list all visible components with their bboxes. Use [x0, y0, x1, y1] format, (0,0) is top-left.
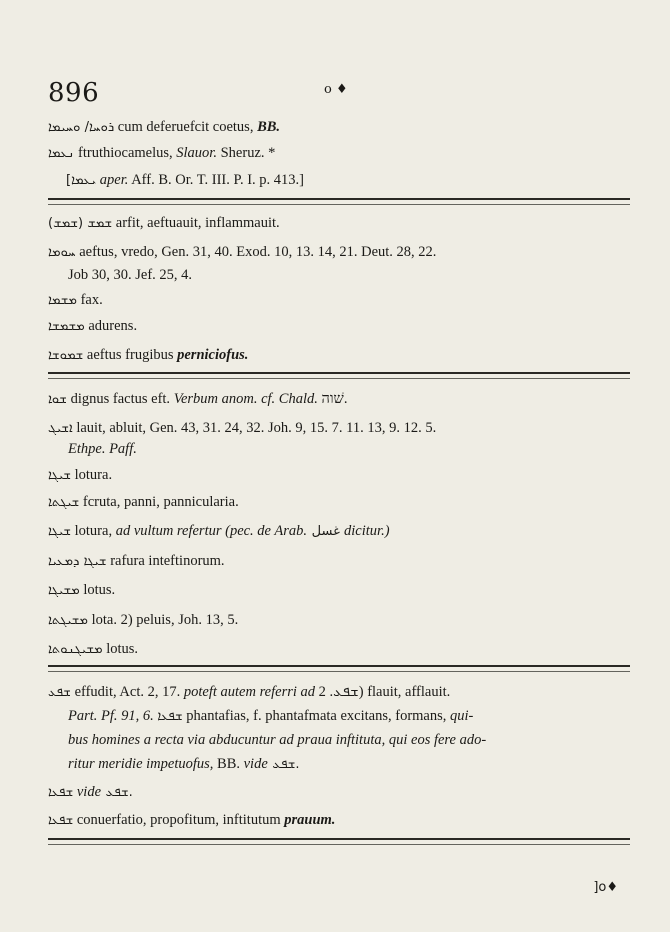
entry-line: ܡܫܝܓܢܘܬܐ lotus.: [48, 641, 139, 657]
syriac-term: ܫܡܘܫܐ: [48, 348, 84, 363]
entry-line: [ܝܥܡܐ aper. Aff. B. Or. T. III. P. I. p. 413.]: [66, 172, 304, 188]
syriac-term: ܡܫܡܫܐ: [48, 319, 85, 334]
syriac-term: ܡܫܝܓܐ: [48, 583, 80, 598]
section-rule: [48, 204, 630, 205]
syriac-term: ܫܦܥܐ: [48, 785, 74, 800]
entry-line: ܫܝܓܬܐ fcruta, panni, pannicularia.: [48, 494, 239, 510]
entry-line: ܫܦܥܐ vide ܫܦܥ.: [48, 784, 133, 800]
entry-line: ܚܘܡܐ aeftus, vredo, Gen. 31, 40. Exod. 10, 13. 14, 21. Deut. 28, 22.: [48, 244, 437, 260]
syriac-term: ܢܥܡܐ: [48, 146, 75, 161]
entry-line: ܡܫܝܓܬܐ lota. 2) peluis, Joh. 13, 5.: [48, 612, 239, 628]
top-ornament: o ♦: [324, 82, 348, 97]
page-number: 896: [48, 78, 100, 108]
entry-line: ܢܥܡܐ ftruthiocamelus, Slauor. Sheruz. *: [48, 145, 276, 161]
syriac-term: ܪܘܚܐ/ ܘܚܝܡܐ: [48, 120, 115, 135]
entry-line: (ܫܡܫ) ܫܡܫ arfit, aeftuauit, inflammauit.: [48, 215, 280, 231]
entry-line: ܫܦܥܐ conuerfatio, propofitum, inftitutum prauum.: [48, 812, 336, 828]
section-rule: [48, 844, 630, 845]
entry-line: ܡܫܝܓܐ lotus.: [48, 582, 116, 598]
syriac-term: ܐܫܝܓ: [48, 421, 73, 436]
syriac-term: [ܝܥܡܐ: [66, 173, 97, 188]
section-rule: [48, 198, 630, 200]
syriac-term: ܚܘܡܐ: [48, 245, 76, 260]
entry-line: ܐܫܝܓ lauit, abluit, Gen. 43, 31. 24, 32. Joh. 9, 15. 7. 11. 13, 9. 12. 5.: [48, 420, 437, 436]
syriac-term: ܡܫܡܐ: [48, 293, 77, 308]
syriac-term: ܡܫܝܓܬܐ: [48, 613, 88, 628]
syriac-term: ܫܝܓܐ: [48, 524, 71, 539]
entry-line: ritur meridie impetuofus, BB. vide ܫܦܥ.: [68, 756, 300, 772]
section-rule: [48, 378, 630, 379]
entry-line: ܫܦܥ effudit, Act. 2, 17. poteft autem referri ad ܫܦܥ. 2) flauit, afflauit.: [48, 684, 451, 700]
entry-line: Ethpe. Paff.: [68, 441, 137, 457]
section-rule: [48, 838, 630, 840]
syriac-term: ܫܘܐ: [48, 392, 67, 407]
syriac-term: ܫܦܥܐ: [48, 813, 74, 828]
entry-line: ܡܫܡܐ fax.: [48, 292, 103, 308]
syriac-term: ܫܝܓܬܐ: [48, 495, 80, 510]
entry-line: ܫܝܓܐ ܕܡܥܝܐ rafura inteftinorum.: [48, 553, 225, 569]
entry-line: Job 30, 30. Jef. 25, 4.: [68, 267, 193, 283]
catchword: ]ο♦: [593, 880, 618, 895]
entry-line: Part. Pf. 91, 6. ܫܦܥܐ phantafias, f. phantafmata excitans, formans, qui-: [68, 708, 474, 724]
section-rule: [48, 665, 630, 667]
entry-line: ܡܫܡܫܐ adurens.: [48, 318, 138, 334]
entry-line: ܫܘܐ dignus factus eft. Verbum anom. cf. Chald. שׁוה.: [48, 391, 348, 407]
syriac-term: ܫܝܓܐ: [48, 468, 71, 483]
syriac-term: (ܫܡܫ) ܫܡܫ: [48, 216, 113, 231]
section-rule: [48, 372, 630, 374]
entry-line: ܪܘܚܐ/ ܘܚܝܡܐ cum deferuefcit coetus, BB.: [48, 119, 281, 135]
section-rule: [48, 671, 630, 672]
syriac-term: ܫܦܥ: [48, 685, 71, 700]
syriac-term: ܫܝܓܐ ܕܡܥܝܐ: [48, 554, 107, 569]
entry-line: ܫܝܓܐ lotura, ad vultum refertur (pec. de Arab. غسل dicitur.): [48, 523, 390, 539]
syriac-term: ܡܫܝܓܢܘܬܐ: [48, 642, 103, 657]
entry-line: ܫܝܓܐ lotura.: [48, 467, 113, 483]
entry-line: bus homines a recta via abducuntur ad praua inftituta, qui eos fere ado-: [68, 732, 487, 748]
entry-line: ܫܡܘܫܐ aeftus frugibus perniciofus.: [48, 347, 249, 363]
